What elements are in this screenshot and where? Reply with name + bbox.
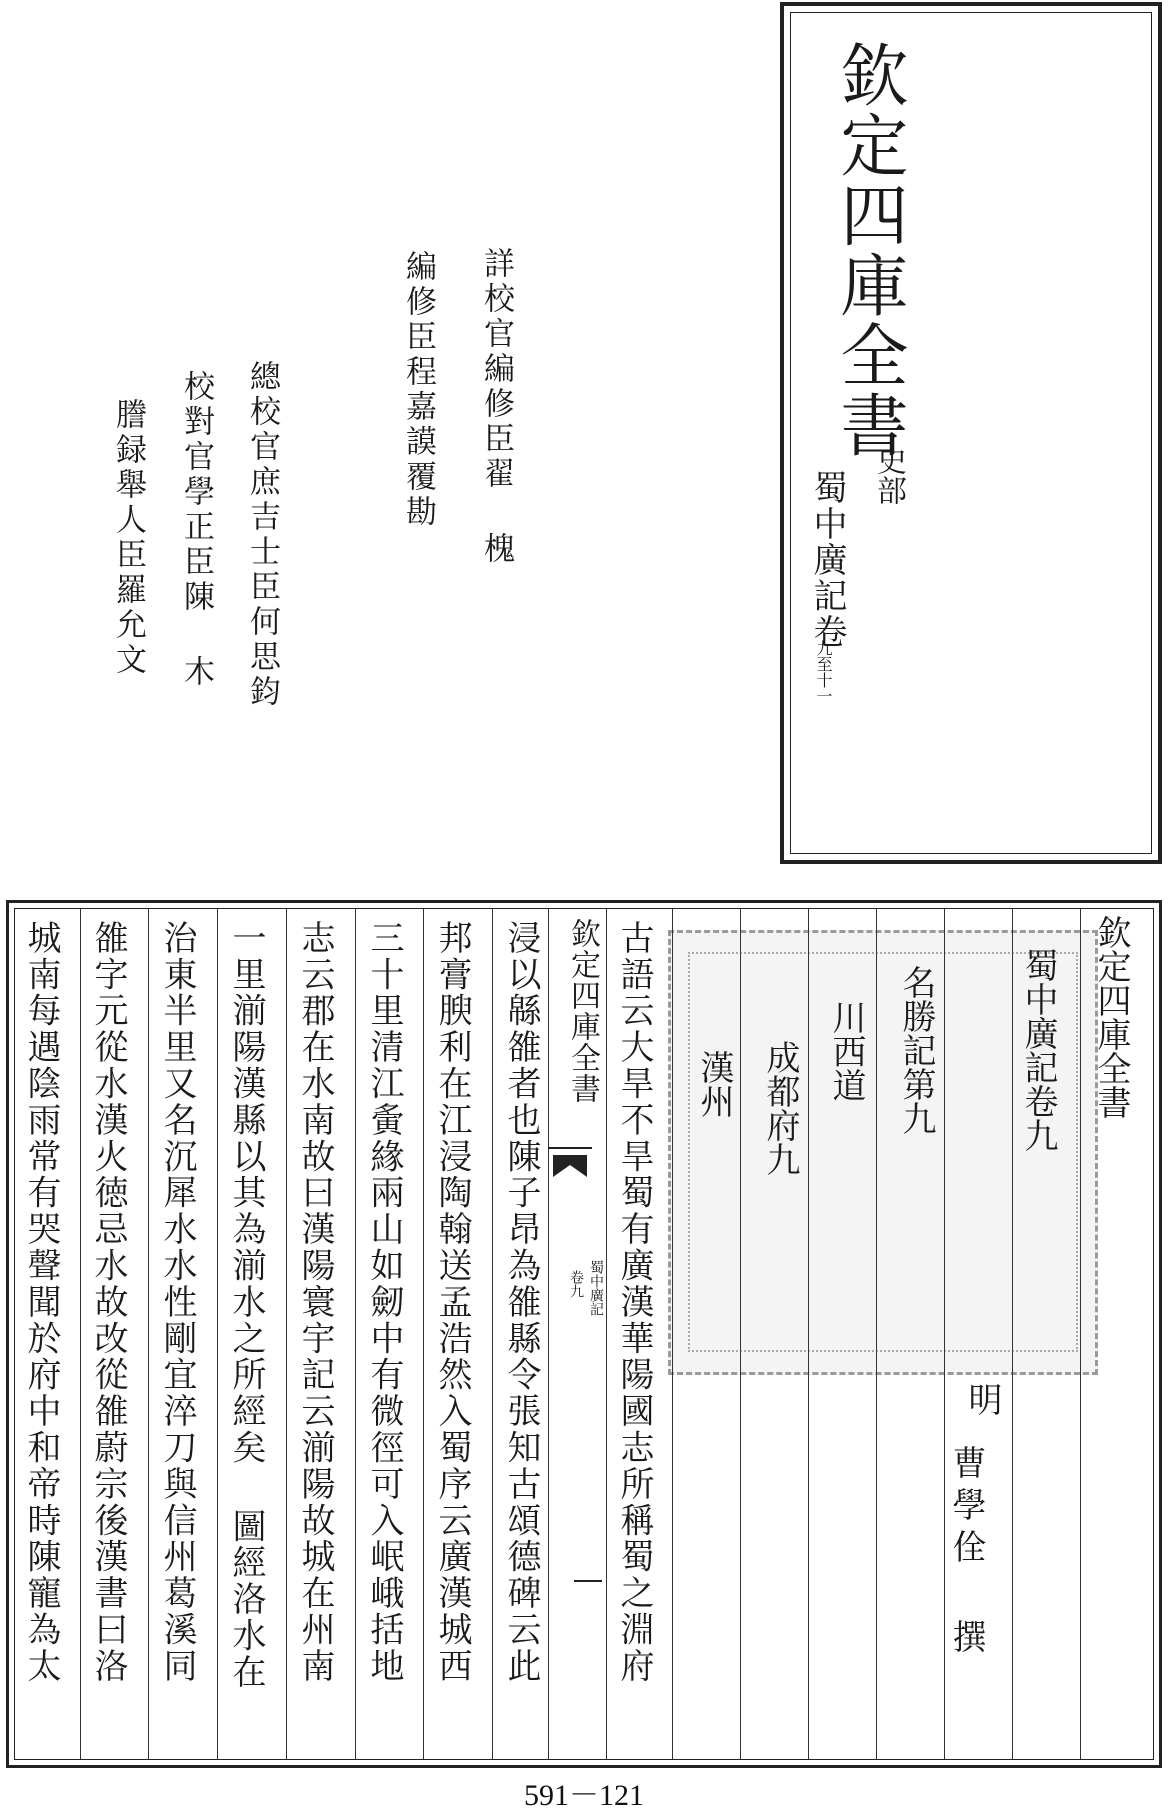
column-rule xyxy=(1080,909,1081,1759)
fish-tail-mark-icon xyxy=(553,1155,587,1177)
column-rule xyxy=(148,909,149,1759)
body-text-column: 志云郡在水南故曰漢陽寰宇記云湔陽故城在州南 xyxy=(295,920,335,1685)
column-rule xyxy=(548,909,549,1759)
column-rule xyxy=(606,909,607,1759)
body-text-column: 邦膏腴利在江浸陶翰送孟浩然入蜀序云廣漢城西 xyxy=(432,920,472,1685)
body-text-column: 三十里清江夤緣兩山如劒中有微徑可入岷峨括地 xyxy=(364,920,404,1685)
margin-book-title: 蜀中廣記 xyxy=(588,1260,604,1316)
column-rule xyxy=(286,909,287,1759)
subsection-heading: 漢州 xyxy=(694,1050,734,1118)
book-title: 蜀中廣記卷九 xyxy=(1018,948,1058,1152)
credit-editor: 編修臣程嘉謨覆勘 xyxy=(400,250,436,530)
credit-copyist: 謄録舉人臣羅允文 xyxy=(110,398,146,678)
body-text-column: 浸以緜雒者也陳子昂為雒縣令張知古頌德碑云此 xyxy=(501,920,541,1685)
page-number: 591－121 xyxy=(524,1779,644,1812)
column-rule xyxy=(217,909,218,1759)
margin-volume: 卷九 xyxy=(568,1270,584,1298)
body-text-column: 一里湔陽漢縣以其為湔水之所經矣 圖經洛水在 xyxy=(226,920,266,1691)
margin-page-number xyxy=(574,1580,602,1582)
credit-chief-proofreader: 總校官庶吉士臣何思鈞 xyxy=(244,360,280,710)
section-title: 名勝記第九 xyxy=(896,965,936,1135)
column-rule xyxy=(740,909,741,1759)
credit-detailed-proofreader: 詳校官編修臣翟 槐 xyxy=(478,247,514,567)
margin-divider xyxy=(548,1147,592,1149)
column-rule xyxy=(672,909,673,1759)
body-text-column: 古語云大旱不旱蜀有廣漢華陽國志所稱蜀之淵府 xyxy=(614,920,654,1685)
column-rule xyxy=(876,909,877,1759)
page-header: 欽定四庫全書 xyxy=(1091,915,1131,1119)
credit-collator: 校對官學正臣陳 木 xyxy=(178,370,214,690)
title-slip-title: 欽定四庫全書 xyxy=(829,40,908,460)
body-text-column: 城南每遇陰雨常有哭聲聞於府中和帝時陳寵為太 xyxy=(21,920,61,1685)
subsection-heading: 成都府九 xyxy=(760,1040,800,1176)
body-text-column: 雒字元從水漢火徳忌水故改從雒蔚宗後漢書曰洛 xyxy=(88,920,128,1685)
column-rule xyxy=(492,909,493,1759)
column-rule xyxy=(80,909,81,1759)
author-name: 曹學佺 撰 xyxy=(946,1445,986,1661)
title-slip-volumes: 九至十一 xyxy=(814,640,833,704)
author-dynasty: 明 xyxy=(962,1382,1002,1416)
column-rule xyxy=(355,909,356,1759)
column-rule xyxy=(808,909,809,1759)
subsection-heading: 川西道 xyxy=(826,1000,866,1102)
column-rule xyxy=(1012,909,1013,1759)
title-slip-category: 史部 xyxy=(871,445,906,505)
column-rule xyxy=(423,909,424,1759)
title-slip-book: 蜀中廣記卷 xyxy=(807,470,847,650)
body-text-column: 治東半里又名沉犀水水性剛宜淬刀與信州葛溪同 xyxy=(157,920,197,1685)
margin-title: 欽定四庫全書 xyxy=(565,918,600,1104)
